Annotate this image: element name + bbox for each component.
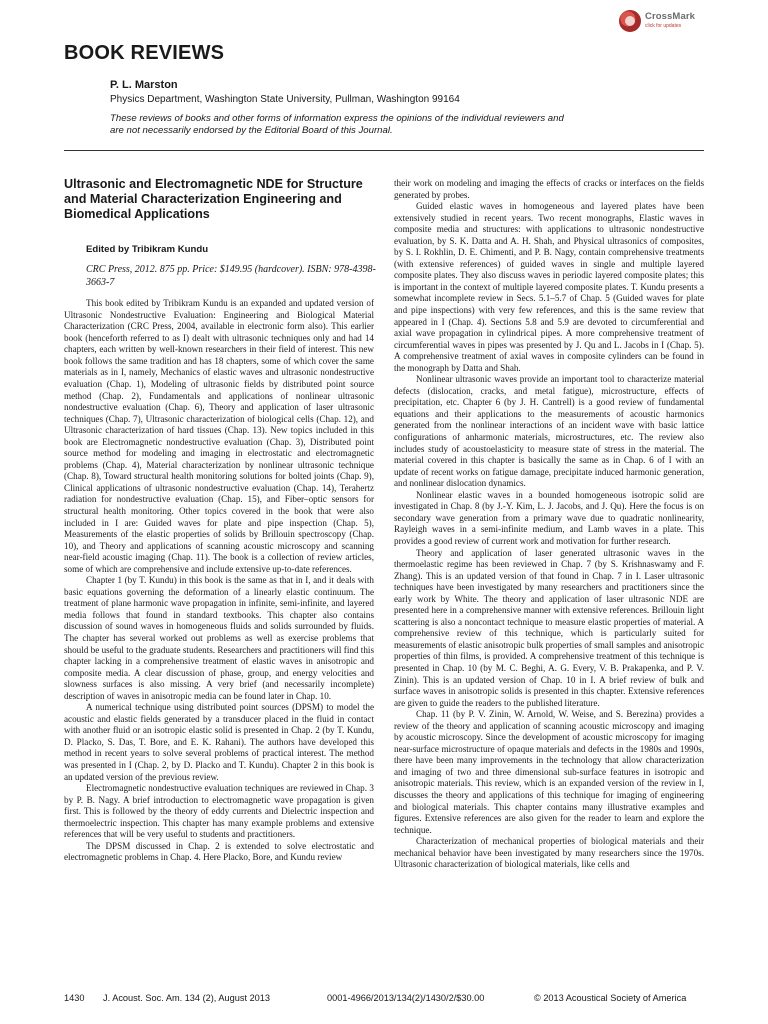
crossmark-label: CrossMark — [645, 11, 696, 22]
paragraph: The DPSM discussed in Chap. 2 is extended to solve electrostatic and electromagnetic problems in Chap. 4. Here Placko, Bore, and Kundu review — [64, 840, 374, 863]
editorial-disclaimer: These reviews of books and other forms of information express the opinions of the individual reviewers and are not necessarily endorsed by the Editorial Board of this Journal. — [110, 113, 564, 136]
paragraph: Chapter 1 (by T. Kundu) in this book is the same as that in I, and it deals with basic equations governing the deformation of a linearly elastic continuum. The treatment of plane harmonic wave propagation in infinite, semi-infinite, and layered media follows that found in standard textbooks. This chapter also contains discussion of sound waves in homogeneous fluids and solids surrounded by fluids. The chapter has several worked out problems as well as exercise problems that should be useful to the graduate students. Researchers and practitioners will find this chapter lacking in a comprehensive treatment of elastic waves in anisotropic and composite media. A clear discussion of phase, group, and energy velocities and slowness surfaces is also missing. A very brief (and necessarily incomplete) description of waves in anisotropic media can be found later in Chap. 10. — [64, 575, 374, 701]
paragraph: This book edited by Tribikram Kundu is an expanded and updated version of Ultrasonic Nondestructive Evaluation: Engineering and Biological Material Characterization (CRC Press, 2004, available in electronic form also). This earlier book (henceforth referred to as I) dealt with ultrasonic techniques only and had 14 chapters, each written by well-known researchers in their field of interest. This new book follows the same tradition and has 18 chapters, some of which cover the same materials as in I, namely, Mechanics of elastic waves and ultrasonic nondestructive evaluation (Chap. 1), Modeling of ultrasonic fields by distributed point source method (Chap. 2), Fundamentals and applications of nonlinear ultrasonic nondestructive evaluation (Chap. 6), Theory and application of laser ultrasonic techniques (Chap. 7), Ultrasonic characterization of biological cells (Chap. 12), and Ultrasonic characterization of hard tissues (Chap. 13). New topics included in this book are Electromagnetic nondestructive evaluation (Chap. 3), Distributed point source method for modeling and imaging in electrostatic and electromagnetic problems (Chap. 4), Material characterization by nonlinear ultrasonic technique (Chap. 8), Toward structural health monitoring solutions for bolted joints (Chap. 9), Clinical applications of ultrasonic nondestructive evaluation (Chap. 14), Terahertz radiation for nondestructive evaluation (Chap. 15), and Fiber–optic sensors for structural health monitoring. Other topics covered in the book that were also included in I are: Guided waves for plate and pipe inspection (Chap. 5), Measurements of the elastic properties of solids by Brillouin spectroscopy (Chap. 10), and Theory and applications of scanning acoustic microscopy and scanning near-field acoustic imaging (Chap. 11). The book is a collection of review articles, some of which are comprehensive and include extensive up-to-date references. — [64, 298, 374, 574]
book-editor: Edited by Tribikram Kundu — [86, 243, 209, 255]
right-column — [394, 178, 704, 871]
footer-journal: J. Acoust. Soc. Am. 134 (2), August 2013 — [103, 993, 271, 1003]
paragraph: A numerical technique using distributed point sources (DPSM) to model the acoustic and elastic fields generated by a transducer placed in the fluid in contact with another fluid or an isotropic elastic solid is presented in Chap. 2 (by T. Kundu, D. Placko, S. Das, T. Bore, and E. K. Rahani). The authors have developed this method in recent years to solve several problems of practical interest. The method was presented in I (Chap. 2, by D. Placko and T. Kundu). Chapter 2 in this book is an updated version of the previous review. — [64, 702, 374, 782]
author-affiliation: Physics Department, Washington State University, Pullman, Washington 99164 — [110, 94, 460, 105]
book-title: Ultrasonic and Electromagnetic NDE for Structure and Material Characterization Engineering and Biomedical Applications — [64, 177, 363, 222]
crossmark-badge[interactable] — [619, 9, 729, 37]
paragraph: Nonlinear ultrasonic waves provide an important tool to characterize material defects (dislocation, cracks, and metal fatigue), microstructure, effects of precipitation, etc. Chapter 6 (by J. H. Cantrell) is a good review of fundamental equations and their applications to the measurements of acoustic harmonics generated from the nonlinear interactions of an incident wave with basic lattice configurations of anharmonic materials, microstructures, etc. The review also includes study of acoustoelasticity to measure state of stress in the material. The material covered in this chapter is basically the same as in Chap. 6 of I with an update of recent works on fatigue damage, precipitate induced harmonic generation, and nonlinear dislocation dynamics. — [394, 374, 704, 489]
paragraph: Electromagnetic nondestructive evaluation techniques are reviewed in Chap. 3 by P. B. Nagy. A brief introduction to electromagnetic wave propagation is given first. This is followed by the theory of eddy currents and Dielectric inspection and thermoelectric inspection. This chapter has many example problems and extensive references that will be very useful to students and practitioners. — [64, 783, 374, 840]
paragraph: Nonlinear elastic waves in a bounded homogeneous isotropic solid are investigated in Chap. 8 (by J.-Y. Kim, L. J. Jacobs, and J. Qu). Here the focus is on secondary wave generation from a primary wave due to quadratic nonlinearity, Rayleigh waves in a semi-infinite medium, and Lamb waves in a plate. This provides a good review of current work and motivation for further research. — [394, 489, 704, 546]
left-body — [64, 298, 374, 864]
header-divider — [64, 150, 704, 151]
footer-article-code: 0001-4966/2013/134(2)/1430/2/$30.00 — [327, 993, 485, 1003]
paragraph: their work on modeling and imaging the effects of cracks or interfaces on the fields generated by probes. — [394, 178, 704, 200]
paragraph: Theory and application of laser generated ultrasonic waves in the thermoelastic regime has been reviewed in Chap. 7 (by S. Krishnaswamy and F. Zhang). This is an updated version of that found in Chap. 7 in I. Laser ultrasonic techniques have been investigated by many researchers and practitioners since the early work by White. The theory and application of laser ultrasonic NDE are presented here in a comprehensive manner with extensive references. Brillouin light scattering is also a noncontact technique to measure elastic properties of material. A comprehensive review of this technique, which is particularly suited for measurements of elastic anisotropic bulk properties of small samples and anisotropic properties of thin films, is provided. A comprehensive treatment of this technique is presented in Chap. 10 (by M. C. Beghi, A. G. Every, V. B. Prakapenka, and P. V. Zinin). This is an updated version of Chap. 10 in I. A brief review of bulk and surface waves in anisotropic solids is presented in this chapter. Extensive references are given to guide the readers to the published literature. — [394, 547, 704, 708]
crossmark-sublabel: click for updates — [645, 23, 682, 29]
section-title: BOOK REVIEWS — [64, 42, 225, 64]
crossmark-icon — [619, 10, 641, 32]
publication-info: CRC Press, 2012. 875 pp. Price: $149.95 (hardcover). ISBN: 978-4398-3663-7 — [86, 264, 376, 288]
paragraph: Guided elastic waves in homogeneous and layered plates have been extensively studied in recent years. Two recent monographs, Elastic waves in composite media and structures: with applications to ultrasonic nondestructive evaluation, by S. K. Datta and A. H. Shah, and Physical ultrasonics of composites, by S. I. Rokhlin, D. E. Chimenti, and P. B. Nagy, contain comprehensive treatments (with extensive references) of guided waves in single and multiple layered composite plates. They also discuss waves in periodic layered composite plates; this is important in the context of multiple layered composite plates. T. Kundu presents a somewhat incomplete review in Secs. 5.1–5.7 of Chap. 5 (Guided waves for plate and pipe inspections) with very few references, and this is the same review that appeared in I (Chap. 4). Sections 5.8 and 5.9 are devoted to circumferential and axial wave propagation in cylindrical pipes. A more comprehensive treatment of circumferential waves in pipes was presented by J. Qu and L. Jacobs in I (Chap. 5). A comprehensive treatment of axial waves in composite cylinders can be found in the monograph by Datta and Shah. — [394, 201, 704, 373]
left-column — [64, 175, 374, 864]
paragraph: Characterization of mechanical properties of biological materials and their mechanical behavior have been investigated by many researchers since the 1970s. Ultrasonic characterization of biological materials, like cells and — [394, 836, 704, 870]
review-author: P. L. Marston — [110, 79, 178, 91]
paragraph: Chap. 11 (by P. V. Zinin, W. Arnold, W. Weise, and S. Berezina) provides a review of the theory and application of scanning acoustic microscopy and imaging by acoustic microscopy. Since the development of acoustic microscopy for imaging near-surface microstructure of opaque materials and defects in the 1980s and 1990s, there have been many improvements in the technology that allow characterization and imaging of two and three dimensional sub-surface features in isotropic and anisotropic materials. This review, which is an expanded version of the review in I, discusses the theory and applications of this technique for imaging of engineering and biological materials. This chapter contains many illustrative examples and figures. Extensive references are also given for the reader to learn and explore the technique. — [394, 709, 704, 835]
footer-page-number: 1430 — [64, 993, 85, 1003]
footer-copyright: © 2013 Acoustical Society of America — [534, 993, 687, 1003]
